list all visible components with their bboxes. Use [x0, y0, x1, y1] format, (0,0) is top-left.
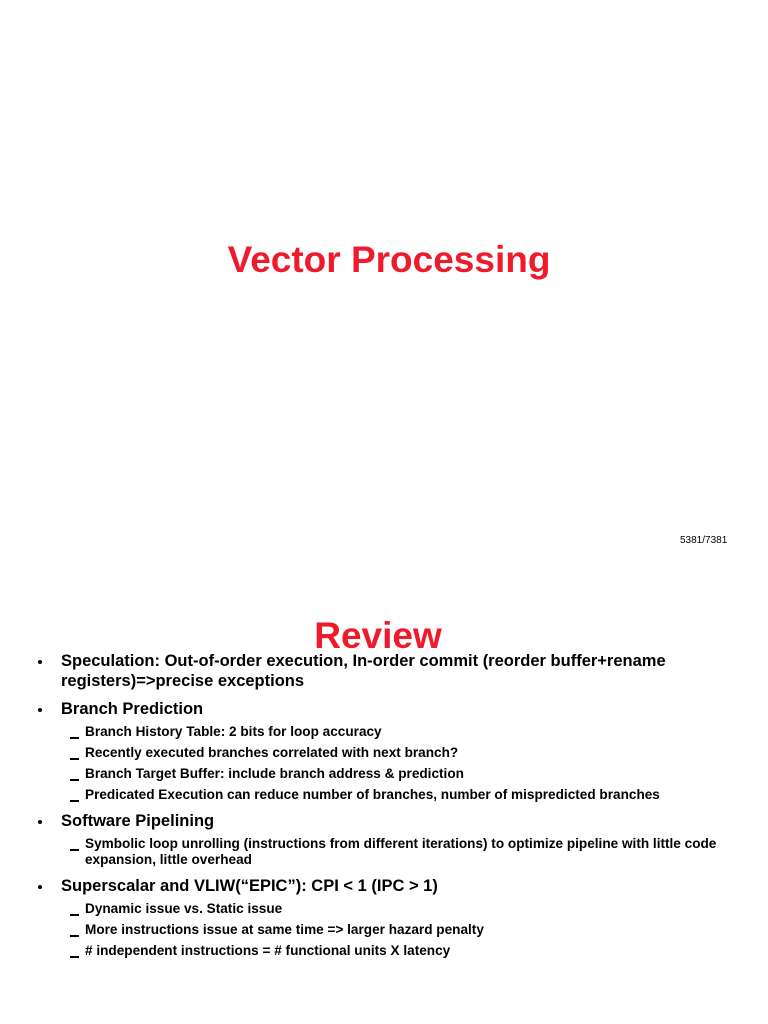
bullet-dot-icon [38, 708, 42, 712]
sub-item [61, 724, 742, 740]
sub-item-text: More instructions issue at same time => larger hazard penalty [85, 922, 484, 937]
slide-title: Vector Processing [227, 239, 551, 280]
sub-item [61, 901, 742, 917]
sub-item-text: # independent instructions = # functional units X latency [85, 943, 451, 958]
sub-item-text: Dynamic issue vs. Static issue [85, 901, 283, 916]
bullet-text: Superscalar and VLIW(“EPIC”): CPI < 1 (IPC > 1) [61, 877, 438, 895]
review-heading: Review [314, 615, 442, 656]
dash-icon [70, 935, 79, 937]
dash-icon [70, 758, 79, 760]
bullet-dot-icon [38, 885, 42, 889]
sub-item [61, 787, 742, 803]
bullet-dot-icon [38, 820, 42, 824]
dash-icon [70, 779, 79, 781]
sub-list [61, 901, 742, 959]
sub-item-text: Recently executed branches correlated with next branch? [85, 745, 459, 760]
sub-item-text: Branch History Table: 2 bits for loop accuracy [85, 724, 382, 739]
sub-item [61, 922, 742, 938]
dash-icon [70, 800, 79, 802]
bullet-text: Speculation: Out-of-order execution, In-order commit (reorder buffer+rename registers)=>precise exceptions [61, 652, 666, 690]
slide-number: 5381/7381 [680, 535, 728, 546]
sub-item-text: Symbolic loop unrolling (instructions from different iterations) to optimize pipeline with little code expansion, little overhead [85, 836, 717, 867]
bullet-superscalar-vliw [36, 876, 742, 959]
bullet-text: Branch Prediction [61, 700, 204, 718]
review-bullet-list [36, 651, 742, 959]
bullet-branch-prediction [36, 699, 742, 803]
sub-item [61, 745, 742, 761]
bullet-software-pipelining [36, 811, 742, 868]
bullet-speculation [36, 651, 742, 691]
sub-item-text: Branch Target Buffer: include branch address & prediction [85, 766, 464, 781]
sub-list [61, 724, 742, 803]
dash-icon [70, 956, 79, 958]
sub-item [61, 836, 742, 868]
bullet-dot-icon [38, 660, 42, 664]
dash-icon [70, 914, 79, 916]
bullet-text: Software Pipelining [61, 812, 215, 830]
sub-item [61, 766, 742, 782]
sub-list [61, 836, 742, 868]
dash-icon [70, 849, 79, 851]
sub-item [61, 943, 742, 959]
dash-icon [70, 737, 79, 739]
sub-item-text: Predicated Execution can reduce number of branches, number of mispredicted branches [85, 787, 660, 802]
